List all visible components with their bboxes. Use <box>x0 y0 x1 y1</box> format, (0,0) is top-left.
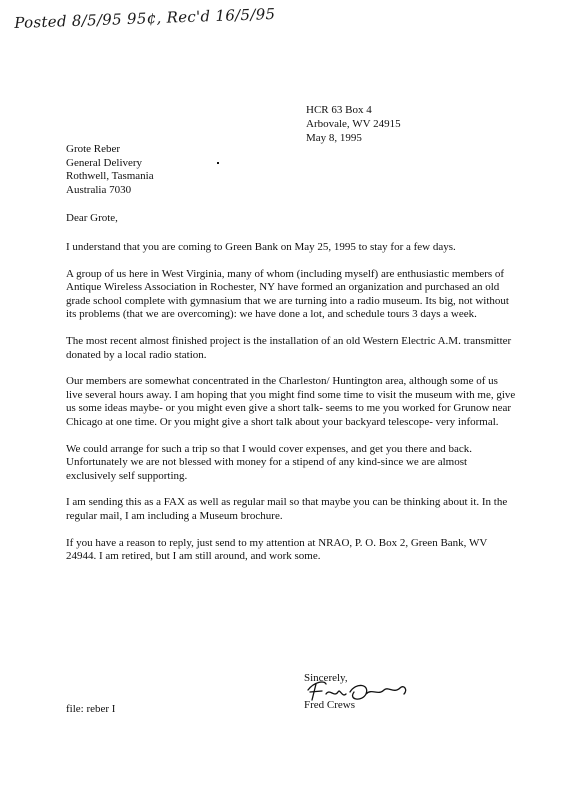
signer-name: Fred Crews <box>304 699 356 711</box>
recipient-name: Grote Reber <box>66 143 121 155</box>
body-paragraph: I am sending this as a FAX as well as regular mail so that maybe you can be thinking about it. In the regular mail, I am including a Museum brochure. <box>66 496 508 522</box>
sender-address-line: HCR 63 Box 4 <box>306 104 372 116</box>
body-paragraph: We could arrange for such a trip so that I would cover expenses, and get you there and back. Unfortunately we are not blessed with money for a stipend of any kind-since we are almost exclusively self supporting. <box>66 442 472 482</box>
body-paragraph: A group of us here in West Virginia, many of whom (including myself) are enthusiastic members of Antique Wireless Association in Rochester, NY have formed an organization and purchased an old grade school complete with gymnasium that we are turning into a radio museum. Its big, not without its problems (that we are overcoming): we have done a lot, and schedule tours 3 days a week. <box>66 267 509 321</box>
recipient-address-line: General Delivery <box>66 156 143 169</box>
handwritten-postal-note: Posted 8/5/95 95¢, Rec'd 16/5/95 <box>14 4 276 32</box>
sender-city-line: Arbovale, WV 24915 <box>306 118 401 130</box>
recipient-address-block <box>66 143 154 197</box>
sender-address-block <box>306 103 401 145</box>
closing: Sincerely, <box>304 672 348 684</box>
body-paragraph: Our members are somewhat concentrated in the Charleston/ Huntington area, although some of us live several hours away. I am hoping that you might find some time to visit the museum with me, give us some ideas maybe- or you might even give a short talk- seems to me you worked for Grunow near Chicago at one time. Or you might give a short talk about your backyard telescope- very informal. <box>66 375 516 428</box>
letter-body <box>66 241 516 577</box>
stray-mark <box>217 162 219 164</box>
body-paragraph: I understand that you are coming to Green Bank on May 25, 1995 to stay for a few days. <box>66 241 456 253</box>
letter-date: May 8, 1995 <box>306 132 362 144</box>
salutation: Dear Grote, <box>66 212 118 224</box>
body-paragraph: The most recent almost finished project is the installation of an old Western Electric A.M. transmitter donated by a local radio station. <box>66 334 512 361</box>
recipient-city-line: Rothwell, Tasmania <box>66 170 154 182</box>
recipient-country-line: Australia 7030 <box>66 183 132 196</box>
body-paragraph: If you have a reason to reply, just send to my attention at NRAO, P. O. Box 2, Green Bank, WV 24944. I am retired, but I am still around, and work some. <box>66 536 488 563</box>
file-reference: file: reber I <box>66 703 116 715</box>
